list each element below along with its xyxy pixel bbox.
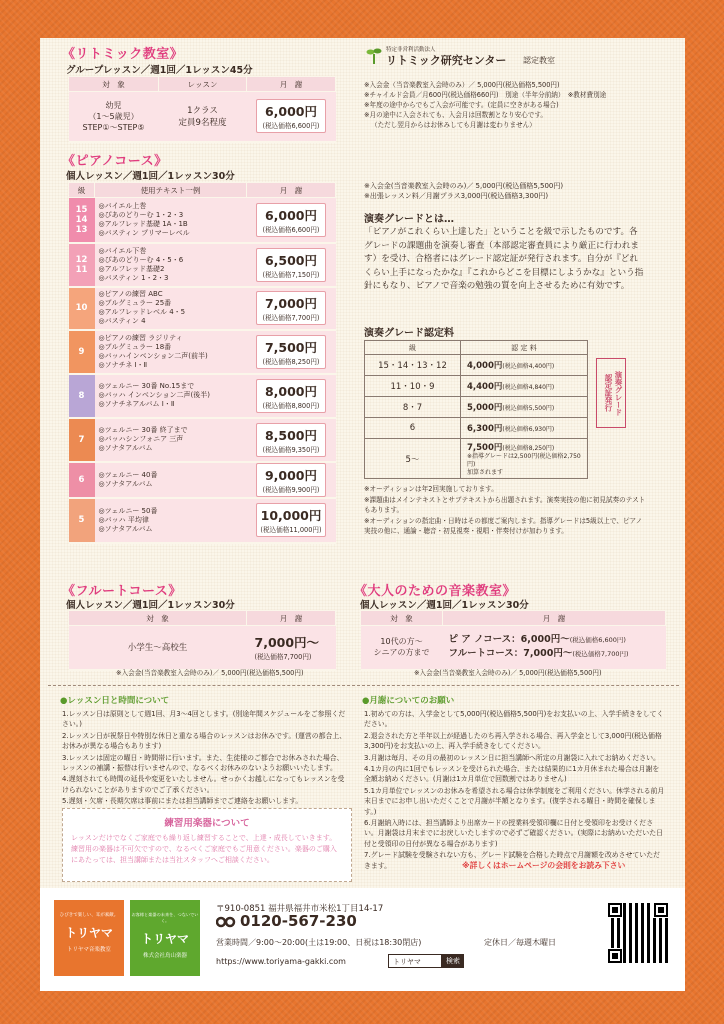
fee-table [364, 340, 588, 479]
fee-row [365, 355, 588, 376]
piano-grade: 6 [69, 462, 95, 498]
piano-books: ◎ツェルニー 50番 ◎バッハ 平均律 ◎ソナタアルバム [95, 498, 247, 543]
piano-row [69, 498, 336, 543]
piano-price-box [256, 503, 326, 537]
toriyama-school-logo [54, 900, 124, 976]
org-suffix: 認定教室 [523, 56, 555, 65]
rhythmic-header: 対 象 [69, 77, 159, 92]
list-item: 5.1カ月単位でレッスンのお休みを希望される場合は休学制度をご利用ください。休学される前月末日までにお申し出いただくことで月謝が半額となります。(復学される曜日・時間を確保します。) [364, 786, 665, 816]
logo1-sub: トリヤマ音楽教室 [67, 947, 111, 953]
adult-piano-line [449, 633, 666, 647]
fee-row [365, 439, 588, 479]
fee-grade: 11・10・9 [365, 376, 461, 397]
piano-price-tax: (税込価格9,350円) [262, 445, 320, 454]
phone-number[interactable]: 0120-567-230 [240, 912, 357, 930]
piano-price-box [256, 291, 326, 325]
piano-title: 《ピアノコース》 [62, 154, 168, 169]
rhythmic-title: 《リトミック教室》 [62, 47, 184, 62]
piano-grade: 8 [69, 374, 95, 418]
logo1-small: ひびきで楽しい、耳が素敵。 [59, 913, 119, 918]
rhythmic-notes [364, 80, 684, 130]
flute-table [68, 610, 336, 671]
fee-heading: 演奏グレード認定料 [364, 328, 454, 339]
piano-row [69, 462, 336, 498]
piano-books: ◎バイエル上巻 ◎ぴあのどりーむ 1・2・3 ◎アルフレッド基礎 1A・1B ◎バスティン プリマーレベル [95, 198, 247, 243]
piano-note: ※出張レッスン料／月謝プラス3,000円(税込価格3,300円) [364, 192, 549, 200]
piano-books: ◎ピアノの練習 ABC ◎ブルグミュラー 25番 ◎アルフレッドレベル 4・5 ◎バスティン 4 [95, 287, 247, 330]
grade-text: 「ピアノがこれくらい上達した」ということを級で示したものです。各グレードの課題曲を演奏し審査（本部認定審査員により厳正に行われます）を受け、合格者にはグレード認定証が発行されます。自分が『どれくらい上手になったかな』『これからどこを目標にしようかな』という指針にもなり、ピアノで音楽の勉強の質を向上させるために有効です。 [364, 227, 644, 292]
piano-price-box [256, 335, 326, 369]
piano-price-tax: (税込価格7,150円) [262, 270, 320, 279]
fee-row [365, 397, 588, 418]
adult-title: 《大人のための音楽教室》 [354, 584, 517, 599]
piano-books: ◎ピアノの練習 ラジリティ ◎ブルグミュラー 18番 ◎バッハインベンション二声(前半) ◎ソナチネ Ⅰ・Ⅱ [95, 330, 247, 374]
adult-subtitle: 個人レッスン／週1回／1レッスン30分 [360, 600, 529, 611]
rhythmic-header: レッスン [159, 77, 247, 92]
logo2-text: トリヤマ [141, 932, 189, 946]
business-hours: 営業時間／9:00〜20:00(土は19:00、日祝は18:30閉店) [216, 938, 422, 947]
piano-price: 6,500円 [264, 252, 318, 268]
fee-note: ※オーディションは年2回実施しております。 [364, 485, 498, 493]
piano-price-tax: (税込価格6,600円) [262, 225, 320, 234]
piano-grade: 5 [69, 498, 95, 543]
rhythmic-lesson: 1クラス 定員9名程度 [159, 92, 247, 142]
fee-price: 4,400円 [467, 382, 503, 392]
fee-notes [364, 484, 646, 537]
fee-row [365, 418, 588, 439]
flute-title: 《フルートコース》 [62, 584, 182, 599]
piano-price: 7,500円 [264, 339, 318, 355]
piano-row [69, 418, 336, 462]
adult-note: ※入会金(当音楽教室入会時のみ)／ 5,000円(税込価格5,500円) [414, 669, 602, 677]
rhythmic-note: ※月の途中に入会されても、入会月は回数割となり安心です。 [364, 111, 548, 119]
piano-grade: 7 [69, 418, 95, 462]
search-button[interactable]: 検索 [442, 954, 464, 968]
fee-price: 4,000円 [467, 361, 503, 371]
instrument-text: レッスンだけでなくご家庭でも繰り返し練習することで、上達・成長していきます。練習用の楽器は不可欠ですので、なるべくご家庭でもご用意ください。楽器のご購入にあたっては、担当講師または当社スタッフへご相談ください。 [71, 834, 337, 864]
rhythmic-note: ※チャイルド会員／月600円(税込価格660円) 別途（半年分前納） ※教材費別途 [364, 91, 607, 99]
rhythmic-price-tax: (税込価格6,600円) [262, 122, 320, 131]
adult-flute-price: フルートコース：7,000円〜 [448, 648, 573, 660]
logo2-small: お客様と楽器の未来を、つないでいく。 [131, 912, 199, 923]
piano-price-tax: (税込価格9,900円) [262, 485, 320, 494]
adult-flute-tax: (税込価格7,700円) [572, 650, 629, 659]
piano-row [69, 287, 336, 330]
piano-price: 6,000円 [264, 207, 318, 223]
freedial-icon [216, 914, 236, 928]
piano-table [68, 182, 336, 544]
piano-price: 10,000円 [260, 508, 322, 523]
org-name: リトミック研究センター [386, 54, 507, 67]
flute-price-tax: (税込価格7,700円) [254, 653, 312, 662]
fee-price: 6,300円 [467, 424, 503, 434]
list-item: 7.グレード試験を受験されない方も、グレード試験を合格した時点で月謝額を改めさせていただきます。 [364, 851, 660, 870]
adult-table [360, 610, 666, 671]
monthly-heading: ●月謝についてのお願い [362, 696, 455, 706]
piano-row [69, 243, 336, 287]
fee-extra: ※指導グレードは2,500円(税込価格2,750円) 加算されます [467, 452, 581, 476]
fee-grade: 8・7 [365, 397, 461, 418]
piano-price-box [256, 248, 326, 282]
fee-tax: (税込価格8,250円) [502, 444, 555, 452]
piano-price-tax: (税込価格8,800円) [262, 401, 320, 410]
list-item: 5.遅刻・欠席・長期欠席は事前にまたは担当講師までご連絡をお願いします。 [62, 797, 303, 806]
flute-header: 月 謝 [247, 611, 336, 626]
piano-subtitle: 個人レッスン／週1回／1レッスン30分 [66, 171, 235, 182]
list-item: 1.初めての方は、入学金として5,000円(税込価格5,500円)をお支払いの上、入学手続きをしてください。 [364, 710, 664, 729]
adult-piano-tax: (税込価格6,600円) [569, 636, 626, 645]
piano-grade: 12 11 [69, 243, 95, 287]
flute-target: 小学生〜高校生 [69, 626, 247, 670]
fee-row [365, 376, 588, 397]
org-small: 特定非営利活動法人 [386, 47, 436, 53]
piano-grade: 15 14 13 [69, 198, 95, 243]
schedule-list [62, 709, 350, 819]
piano-price-tax: (税込価格8,250円) [262, 357, 320, 366]
piano-price-box [256, 203, 326, 237]
list-item: 3.レッスンは固定の曜日・時間帯に行います。また、生徒様のご都合でお休みされた場合、レッスンの補講・振替は行いませんので、なるべくお休みのないようお願いいたします。 [62, 753, 344, 773]
section-divider [48, 685, 679, 686]
adult-header: 月 謝 [443, 611, 666, 626]
certificate-stamp: 演奏グレード 認定証発行 [596, 358, 626, 428]
monthly-list [364, 709, 666, 872]
piano-price: 8,000円 [264, 383, 318, 399]
fee-price: 5,000円 [467, 403, 503, 413]
fee-grade: 6 [365, 418, 461, 439]
piano-price-tax: (税込価格11,000円) [260, 526, 322, 534]
flute-note: ※入会金(当音楽教室入会時のみ)／ 5,000円(税込価格5,500円) [116, 669, 304, 677]
piano-price: 8,500円 [264, 427, 318, 443]
website-url[interactable]: https://www.toriyama-gakki.com [216, 957, 346, 966]
piano-books: ◎ツェルニー 30番 No.15まで ◎バッハ インベンション二声(後半) ◎ソナチネアルバム Ⅰ・Ⅱ [95, 374, 247, 418]
flute-subtitle: 個人レッスン／週1回／1レッスン30分 [66, 600, 235, 611]
adult-piano-price: ピ ア ノコース：6,000円〜 [448, 634, 570, 646]
search-input[interactable]: トリヤマ [388, 954, 442, 968]
logo2-sub: 株式会社鳥山楽器 [142, 953, 187, 959]
address: 〒910-0851 福井県福井市米松1丁目14-17 [216, 904, 384, 914]
grade-heading: 演奏グレードとは… [364, 214, 454, 225]
fee-note: ※課題曲はメインテキストとサブテキストから出題されます。演奏実技の他に初見試奏のテストもあります。 [364, 495, 646, 514]
adult-header: 対 象 [361, 611, 443, 626]
piano-row [69, 198, 336, 243]
logo1-text: トリヤマ [65, 926, 113, 940]
flute-price: 7,000円〜 [254, 635, 320, 651]
rhythmic-target: 幼児 （1〜5歳児） STEP①〜STEP⑤ [69, 92, 159, 142]
list-item: 6.月謝納入時には、担当講師より出席カードの授業料受領印欄に日付と受領印をお受けください。月謝袋は月末までにお戻しいたしますので必ずご確認ください。(実際にお納めいただいた日付と受領印の日付が異なる場合があります) [364, 819, 663, 848]
qr-code-icon[interactable] [608, 903, 668, 963]
fee-tax: (税込価格4,400円) [502, 363, 555, 370]
fee-grade: 5〜 [365, 439, 461, 479]
fee-grade: 15・14・13・12 [365, 355, 461, 376]
rhythmic-price-box [256, 99, 326, 133]
piano-books: ◎ツェルニー 40番 ◎ソナタアルバム [95, 462, 247, 498]
rhythmic-subtitle: グループレッスン／週1回／1レッスン45分 [66, 65, 253, 76]
list-item: 4.遅刻されても時間の延長や変更をいたしません。せっかくお越しになってもレッスンを受けられないことがありますのでご了承ください。 [62, 775, 345, 794]
piano-price: 7,000円 [264, 296, 318, 311]
fee-header: 級 [365, 341, 461, 355]
list-item: 2.レッスン日が祝祭日や特別な休日と重なる場合のレッスンはお休みです。(運営の都合上、お休みが異なる場合もあります) [62, 731, 347, 751]
piano-header: 使用テキスト一例 [95, 183, 247, 198]
piano-grade: 10 [69, 287, 95, 330]
schedule-heading: ●レッスン日と時間について [60, 696, 170, 706]
fee-tax: (税込価格6,930円) [502, 426, 555, 433]
fee-tax: (税込価格5,500円) [502, 405, 555, 412]
piano-notes [364, 181, 563, 201]
holiday: 定休日／毎週木曜日 [484, 938, 556, 947]
piano-books: ◎ツェルニー 30番 終了まで ◎バッハシンフォニア 三声 ◎ソナタアルバム [95, 418, 247, 462]
rhythmic-table [68, 76, 336, 143]
piano-price-box [256, 463, 326, 497]
fee-price: 7,500円 [467, 442, 503, 453]
piano-price-tax: (税込価格7,700円) [262, 314, 320, 322]
list-item: 4.1カ月の内に1回でもレッスンを受けられた場合、または結果的に1カ月休まれた場合は月謝を全額お納めください。(月謝は1カ月単位で回数割ではありません) [364, 765, 660, 784]
piano-price-box [256, 423, 326, 457]
piano-grade: 9 [69, 330, 95, 374]
flute-header: 対 象 [69, 611, 247, 626]
adult-flute-line [449, 647, 666, 661]
list-item: 1.レッスン日は原則として週1回、月3〜4回とします。(別途年間スケジュールをご参照ください。) [62, 710, 346, 729]
toriyama-company-logo [130, 900, 200, 976]
piano-row [69, 374, 336, 418]
instrument-box [62, 808, 352, 882]
sprout-logo-icon [366, 46, 382, 64]
homepage-note: ※詳しくはホームページの会則をお読み下さい [462, 861, 626, 870]
flute-price-box [247, 633, 336, 661]
rhythmic-header: 月 謝 [247, 77, 336, 92]
piano-row [69, 330, 336, 374]
list-item: 3.月謝は毎月、その月の最初のレッスン日に担当講師へ所定の月謝袋に入れてお納めください。 [364, 753, 660, 762]
rhythmic-note: ※年度の途中からでもご入会が可能です。(定員に空きがある場合) [364, 101, 559, 109]
piano-note: ※入会金(当音楽教室入会時のみ)／ 5,000円(税込価格5,500円) [364, 182, 564, 190]
piano-books: ◎バイエル下巻 ◎ぴあのどりーむ 4・5・6 ◎アルフレッド基礎2 ◎バスティン 1・2・3 [95, 243, 247, 287]
adult-target: 10代の方〜 シニアの方まで [361, 626, 443, 670]
piano-header: 級 [69, 183, 95, 198]
fee-tax: (税込価格4,840円) [502, 384, 555, 391]
piano-price: 9,000円 [264, 467, 318, 483]
piano-price-box [256, 379, 326, 413]
rhythmic-price: 6,000円 [264, 104, 318, 120]
list-item: 2.退会された方と半年以上が経過したのち再入学される場合、再入学金として3,000円(税込価格3,300円)をお支払いの上、再入学手続きをしてください。 [364, 731, 662, 751]
rhythmic-note: （ただし翌月からはお休みしても月謝は変わりません） [371, 121, 536, 129]
piano-header: 月 謝 [247, 183, 336, 198]
fee-header: 認 定 料 [461, 341, 588, 355]
fee-note: ※オーディションの指定曲・日時はその都度ご案内します。指導グレードは5級以上で、ピアノ実技の他に、通論・聴音・初見視奏・視唱・伴奏付けが加わります。 [364, 516, 643, 535]
instrument-heading: 練習用楽器について [164, 818, 250, 829]
rhythmic-note: ※入会金（当音楽教室入会時のみ）／ 5,000円(税込価格5,500円) [364, 81, 560, 89]
